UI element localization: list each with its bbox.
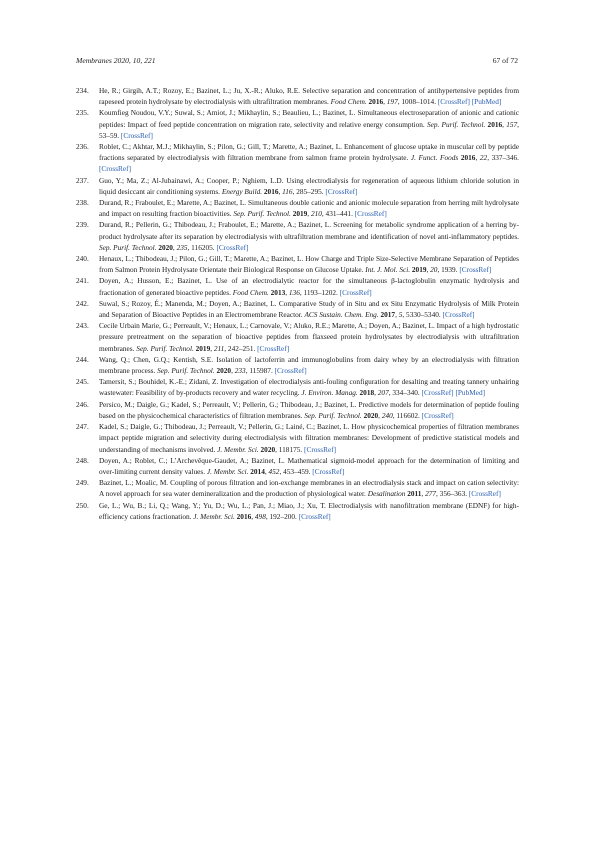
reference-text-segment: Cecile Urbain Marie, G.; Perreault, V.; Henaux, L.; Carnovale, V.; Aluko, R.E.; Marette, A.; Doyen, A.; Bazinet, L. Impact of a high hydrostatic pressure pretreatment on the separation of bioactive peptides from flaxseed protein hydrolysates by electrodialysis with ultrafiltration membranes. (99, 321, 519, 353)
crossref-link[interactable]: [CrossRef] (120, 130, 153, 140)
journal-citation: Membranes 2020, 10, 221 (76, 56, 156, 65)
reference-journal: 116 (282, 186, 293, 196)
reference-year: 2019 (411, 265, 427, 275)
reference-text-segment: , (395, 310, 399, 320)
crossref-link[interactable]: [CrossRef] (468, 489, 501, 499)
reference-text (99, 298, 519, 320)
crossref-link[interactable]: [CrossRef] (274, 366, 307, 376)
reference-item (0, 455, 595, 477)
reference-text (99, 477, 519, 499)
reference-number: 241. (76, 276, 89, 286)
reference-journal: Energy Build. (221, 186, 263, 196)
reference-text-segment: , (475, 153, 480, 163)
reference-text-segment: , 192–200. (265, 511, 299, 521)
reference-journal: 20 (430, 265, 438, 275)
reference-item (0, 320, 595, 354)
reference-number: 249. (76, 478, 89, 488)
reference-text-segment: , 1939. (437, 265, 460, 275)
reference-text-segment: , (421, 489, 426, 499)
reference-text (99, 421, 519, 455)
reference-journal: Food Chem. (232, 287, 269, 297)
reference-item (0, 107, 595, 141)
reference-year: 2020 (260, 444, 276, 454)
reference-text-segment: , 115987. (245, 366, 275, 376)
reference-text-segment: , 431–441. (321, 209, 355, 219)
reference-text-segment: Kadel, S.; Daigle, G.; Thibodeau, J.; Perreault, V.; Pellerin, G.; Lainé, C.; Bazinet, L. How physicochemical properties of filtration membranes impact peptide migration and selectivity during electrodialysis with filtration membranes: Development of predictive statistical models and understanding of mechanisms involved. (99, 422, 519, 454)
reference-item (0, 376, 595, 398)
reference-text-segment: , (210, 343, 214, 353)
reference-text (99, 500, 519, 522)
reference-item (0, 175, 595, 197)
reference-item (0, 399, 595, 421)
crossref-link[interactable]: [CrossRef] (459, 265, 492, 275)
reference-text-segment: , (426, 265, 431, 275)
reference-item (0, 275, 595, 297)
reference-list (0, 85, 595, 522)
reference-text (99, 354, 519, 376)
reference-journal: J. Membr. Sci. (206, 466, 249, 476)
reference-journal: 211 (213, 343, 225, 353)
reference-text-segment: , 53–59. (99, 119, 519, 140)
pubmed-link[interactable]: [PubMed] (455, 388, 486, 398)
reference-text (99, 197, 519, 219)
reference-number: 239. (76, 220, 89, 230)
crossref-link[interactable]: [CrossRef] (421, 388, 454, 398)
reference-number: 242. (76, 298, 89, 308)
reference-journal: 22 (479, 153, 488, 163)
crossref-link[interactable]: [CrossRef] (304, 444, 337, 454)
reference-journal: J. Membr. Sci. (193, 511, 235, 521)
reference-text-segment: Tamersit, S.; Bouhidel, K.-E.; Zidani, Z. Investigation of electrodialysis anti-fouling configuration for desalting and treating tannery unhairing wastewater: Feasibility of by-products recovery and water recycling. (99, 377, 519, 398)
reference-year: 2016 (368, 97, 384, 107)
reference-item (0, 298, 595, 320)
reference-item (0, 500, 595, 522)
reference-text-segment: Roblet, C.; Akhtar, M.J.; Mikhaylin, S.; Pilon, G.; Gill, T.; Marette, A.; Bazinet, L. Enhancement of glucose uptake in muscular cell by peptide fractions separated by electrodialysis with filtration membrane from salmon frame protein hydrolysate. (99, 142, 519, 163)
reference-year: 2016 (263, 186, 279, 196)
reference-text (99, 399, 519, 421)
reference-number: 237. (76, 175, 89, 185)
reference-journal: Food Chem. (330, 97, 367, 107)
crossref-link[interactable]: [CrossRef] (339, 287, 372, 297)
reference-text-segment: , 5330–5340. (402, 310, 443, 320)
reference-text-segment: , 453–459. (279, 466, 313, 476)
reference-text-segment: , (251, 511, 255, 521)
crossref-link[interactable]: [CrossRef] (325, 186, 358, 196)
reference-text (99, 85, 519, 107)
reference-year: 2016 (460, 153, 476, 163)
reference-text-segment: , (172, 242, 177, 252)
reference-journal: 197 (386, 97, 398, 107)
reference-journal: 5 (398, 310, 403, 320)
reference-text-segment: , 242–251. (224, 343, 258, 353)
reference-text-segment: , 356–363. (436, 489, 469, 499)
reference-text-segment: He, R.; Girgih, A.T.; Rozoy, E.; Bazinet, L.; Ju, X.-R.; Aluko, R.E. Selective separation and concentration of antihypertensive peptides from rapeseed protein hydrolysate by electrodialysis with ultrafiltration membranes. (99, 86, 519, 107)
reference-journal: J. Environ. Manag. (301, 388, 358, 398)
crossref-link[interactable]: [CrossRef] (99, 164, 132, 174)
reference-journal: 233 (234, 366, 246, 376)
reference-year: 2020 (158, 242, 173, 252)
reference-text-segment: Henaux, L.; Thibodeau, J.; Pilon, G.; Gill, T.; Marette, A.; Bazinet, L. How Charge and Triple Size-Selective Membrane Separation of Peptides from Salmon Protein Hydrolysate Orientate their Biological Response on Glucose Uptake. (99, 254, 519, 275)
reference-journal: Sep. Purif. Technol. (304, 410, 362, 420)
reference-text (99, 175, 519, 197)
reference-journal: 235 (176, 242, 188, 252)
reference-text (99, 275, 519, 297)
reference-text-segment: Durand, R.; Pellerin, G.; Thibodeau, J.; Fraboulet, E.; Marette, A.; Bazinet, L. Screening for metabolic syndrome application of a herring by-product hydrolysate after its separation by electrodialysis with ultrafiltration membrane and identification of novel anti-inflammatory peptides. (99, 220, 519, 241)
reference-year: 2016 (487, 119, 503, 129)
reference-text (99, 253, 519, 275)
reference-journal: Sep. Purif. Technol. (233, 209, 291, 219)
reference-text-segment: Doyen, A.; Husson, E.; Bazinet, L. Use of an electrodialytic reactor for the simultaneous β-lactoglobulin enzymatic hydrolysis and fractionation of generated bioactive peptides. (99, 276, 519, 297)
crossref-link[interactable]: [CrossRef] (216, 242, 249, 252)
reference-number: 238. (76, 198, 89, 208)
crossref-link[interactable]: [CrossRef] (257, 343, 290, 353)
pubmed-link[interactable]: [PubMed] (471, 97, 502, 107)
reference-text-segment: , 1193–1202. (299, 287, 340, 297)
reference-journal: Sep. Purif. Technol. (426, 119, 486, 129)
reference-number: 250. (76, 500, 89, 510)
reference-year: 2019 (195, 343, 211, 353)
reference-text (99, 320, 519, 354)
reference-text-segment: , (374, 388, 378, 398)
reference-item (0, 141, 595, 175)
reference-text-segment: , 337–346. (487, 153, 519, 163)
reference-text (99, 455, 519, 477)
reference-journal: Sep. Purif. Technol. (99, 242, 157, 252)
page-number: 67 of 72 (492, 56, 518, 65)
reference-text-segment: , (285, 287, 289, 297)
crossref-link[interactable]: [CrossRef] (298, 511, 331, 521)
reference-journal: 207 (377, 388, 389, 398)
reference-number: 244. (76, 354, 89, 364)
reference-text-segment: , 116602. (392, 410, 422, 420)
reference-journal: 210 (310, 209, 322, 219)
reference-text-segment: , (502, 119, 507, 129)
reference-text-segment: , (383, 97, 387, 107)
reference-text-segment: , 1008–1014. (397, 97, 438, 107)
reference-text-segment: , (231, 366, 235, 376)
reference-journal: 136 (288, 287, 300, 297)
reference-number: 240. (76, 254, 89, 264)
reference-number: 234. (76, 86, 89, 95)
reference-text-segment: Koumfieg Noudou, V.Y.; Suwal, S.; Amiot, J.; Mikhaylin, S.; Beaulieu, L.; Bazinet, L. Simultaneous electroseparation of anionic and cationic peptides: Impact of feed peptide concentration on migration rate, selectivity and relative energy consumption. (99, 108, 519, 129)
page-header (76, 56, 518, 70)
crossref-link[interactable]: [CrossRef] (437, 97, 470, 107)
crossref-link[interactable]: [CrossRef] (421, 410, 454, 420)
crossref-link[interactable]: [CrossRef] (354, 209, 387, 219)
reference-text-segment: , 118175. (275, 444, 305, 454)
reference-text-segment: , 285–295. (292, 186, 326, 196)
reference-item (0, 354, 595, 376)
reference-item (0, 253, 595, 275)
reference-year: 2020 (216, 366, 232, 376)
reference-item (0, 219, 595, 253)
reference-text-segment: Persico, M.; Daigle, G.; Kadel, S.; Perreault, V.; Pellerin, G.; Thibodeau, J.; Bazinet, L. Predictive models for determination of peptide fouling based on the physicochemical characteristics of filtration membranes. (99, 399, 519, 420)
reference-journal: Sep. Purif. Technol. (136, 343, 194, 353)
crossref-link[interactable]: [CrossRef] (442, 310, 475, 320)
reference-journal: Int. J. Mol. Sci. (365, 265, 411, 275)
reference-journal: 498 (254, 511, 266, 521)
reference-text-segment: Doyen, A.; Roblet, C.; L’Archevêque-Gaudet, A.; Bazinet, L. Mathematical sigmoid-model approach for the determination of limiting and over-limiting current density values. (99, 455, 519, 476)
reference-text-segment: , 334–340. (388, 388, 422, 398)
reference-journal: Sep. Purif. Technol. (157, 366, 215, 376)
reference-item (0, 197, 595, 219)
reference-text-segment: Guo, Y.; Ma, Z.; Al-Jubainawi, A.; Cooper, P.; Nghiem, L.D. Using electrodialysis for regeneration of aqueous lithium chloride solution in liquid desiccant air conditioning systems. (99, 175, 519, 196)
reference-text-segment: , (307, 209, 311, 219)
reference-number: 247. (76, 422, 89, 432)
reference-number: 245. (76, 377, 89, 387)
reference-journal: Desalination (367, 489, 406, 499)
reference-item (0, 421, 595, 455)
reference-journal: 452 (268, 466, 280, 476)
reference-journal: J. Funct. Foods (410, 153, 459, 163)
reference-text (99, 141, 519, 175)
reference-text-segment: Suwal, S.; Rozoy, É.; Manenda, M.; Doyen, A.; Bazinet, L. Comparative Study of in Situ and ex Situ Enzymatic Hydrolysis of Milk Protein and Separation of Bioactive Peptides in an Electromembrane Reactor. (99, 298, 519, 320)
reference-journal: 157 (506, 119, 518, 129)
reference-year: 2016 (236, 511, 252, 521)
reference-number: 243. (76, 321, 89, 331)
reference-number: 246. (76, 399, 89, 409)
reference-text (99, 219, 519, 253)
reference-item (0, 85, 595, 107)
reference-year: 2020 (363, 410, 379, 420)
reference-text-segment: Ge, L.; Wu, B.; Li, Q.; Wang, Y.; Yu, D.; Wu, L.; Pan, J.; Miao, J.; Xu, T. Electrodialysis with nanofiltration membrane (EDNF) for high-efficiency cations fractionation. (99, 500, 519, 521)
reference-number: 235. (76, 108, 89, 118)
reference-year: 2018 (359, 388, 375, 398)
reference-year: 2014 (250, 466, 265, 476)
reference-text (99, 107, 519, 141)
reference-journal: J. Membr. Sci. (217, 444, 259, 454)
reference-year: 2019 (292, 209, 308, 219)
reference-journal: 240 (381, 410, 393, 420)
reference-item (0, 477, 595, 499)
reference-journal: 277 (425, 489, 437, 499)
reference-text-segment: Wang, Q.; Chen, G.Q.; Kentish, S.E. Isolation of lactoferrin and immunoglobulins from dairy whey by an electrodialysis with filtration membrane process. (99, 354, 519, 376)
reference-text-segment: , (264, 466, 269, 476)
reference-journal: ACS Sustain. Chem. Eng. (304, 310, 379, 320)
crossref-link[interactable]: [CrossRef] (312, 466, 345, 476)
reference-year: 2017 (380, 310, 396, 320)
reference-text-segment: , 116205. (187, 242, 217, 252)
reference-text-segment: Bazinet, L.; Moalic, M. Coupling of porous filtration and ion-exchange membranes in an electrodialysis stack and impact on cation selectivity: A novel approach for sea water demineralization and the production of physiological water. (99, 478, 519, 499)
reference-text-segment: Durand, R.; Fraboulet, E.; Marette, A.; Bazinet, L. Simultaneous double cationic and anionic molecule separation from herring milt hydrolysate and impact on resulting fraction bioactivities. (99, 198, 519, 219)
reference-text-segment: , (278, 186, 283, 196)
reference-text-segment: , (378, 410, 382, 420)
reference-number: 236. (76, 142, 89, 152)
reference-number: 248. (76, 455, 89, 465)
reference-year: 2013 (270, 287, 286, 297)
reference-text (99, 376, 519, 398)
reference-year: 2011 (407, 489, 422, 499)
